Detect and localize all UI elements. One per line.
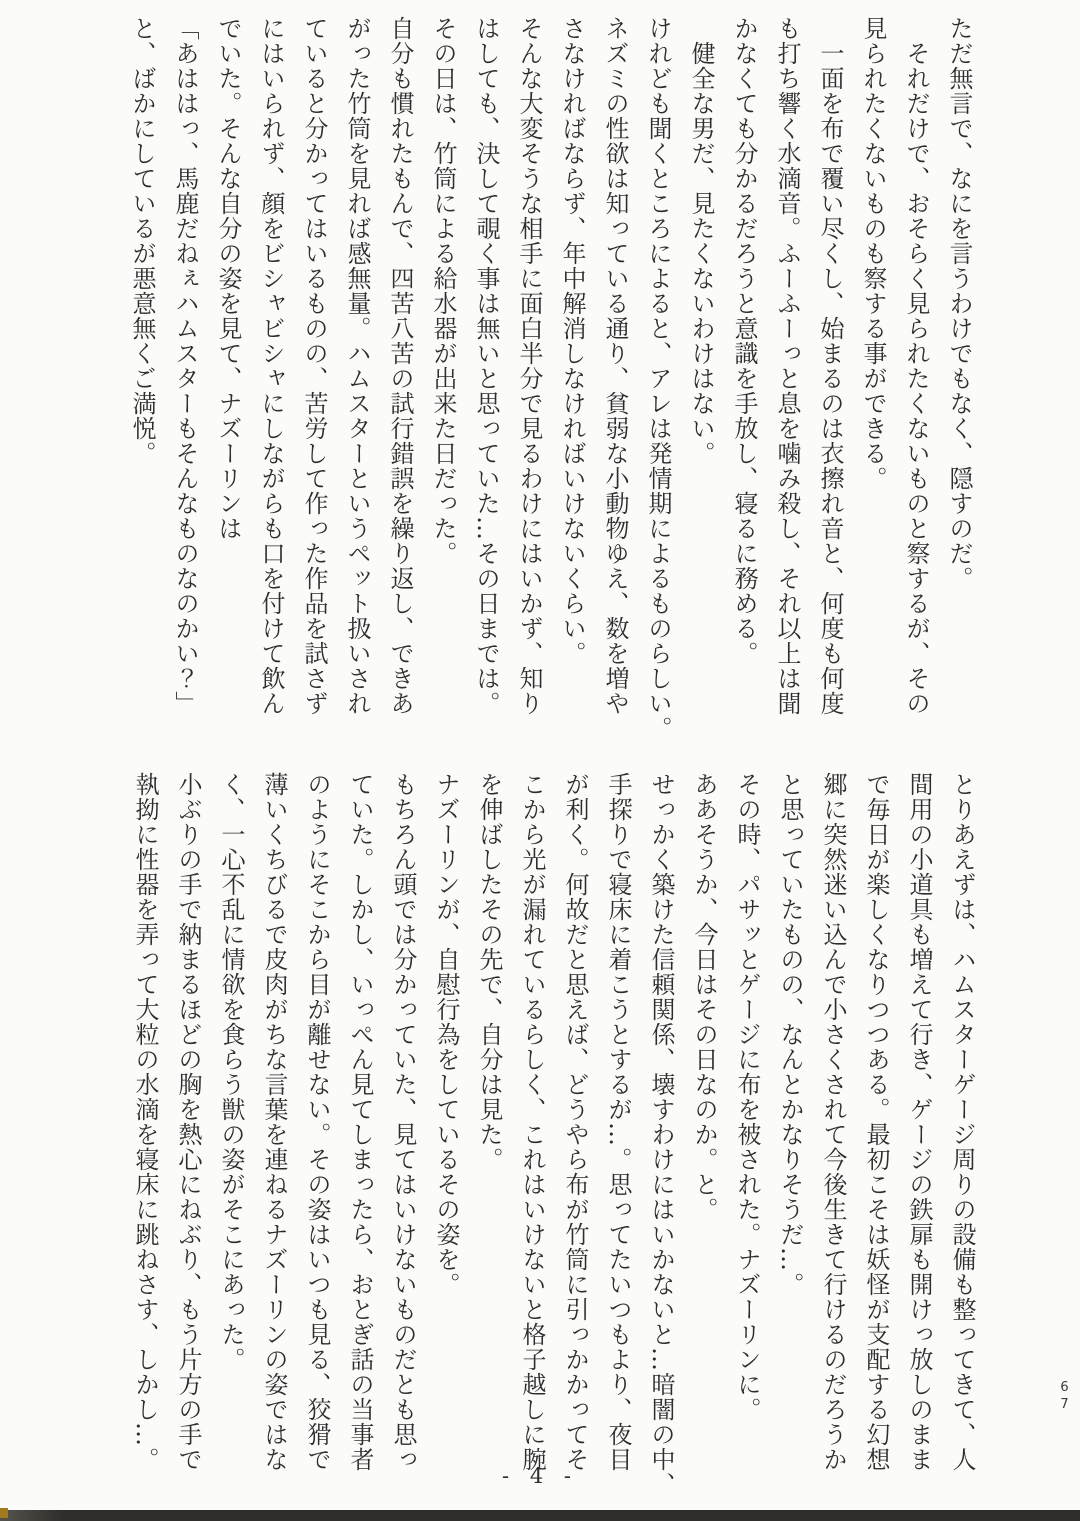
text-column: 自分も慣れたもんで、四苦八苦の試行錯誤を繰り返し、できあ — [386, 16, 414, 716]
text-column: こから光が漏れているらしく、これはいけないと格子越しに腕 — [518, 772, 546, 1472]
text-column: 手探りで寝床に着こうとするが…。思ってたいつもより、夜目 — [604, 772, 632, 1472]
text-column: を伸ばしたその先で、自分は見た。 — [475, 772, 503, 1172]
text-column: にはいられず、顔をビシャビシャにしながらも口を付けて飲ん — [257, 16, 285, 716]
text-column: 見られたくないものも察する事ができる。 — [859, 16, 887, 491]
text-column: ああそうか、今日はその日なのか。と。 — [690, 772, 718, 1222]
text-column: もちろん頭では分かっていた、見てはいけないものだとも思っ — [389, 772, 417, 1472]
text-column: 間用の小道具も増えて行き、ゲージの鉄扉も開けっ放しのまま — [905, 772, 933, 1472]
text-column: とりあえずは、ハムスターゲージ周りの設備も整ってきて、人 — [948, 772, 976, 1472]
text-column: ナズーリンが、自慰行為をしているその姿を。 — [432, 772, 460, 1297]
text-column: 執拗に性器を弄って大粒の水滴を寝床に跳ねさす、しかし…。 — [131, 772, 159, 1472]
text-column: それだけで、おそらく見られたくないものと察するが、その — [902, 16, 930, 716]
text-column: さなければならず、年中解消しなければいけないくらい。 — [558, 16, 586, 666]
scan-corner-smudge — [0, 1508, 8, 1518]
folio-number: 67 — [1057, 1380, 1072, 1414]
top-text-block — [120, 16, 980, 764]
text-column: 郷に突然迷い込んで小さくされて今後生きて行けるのだろうか — [819, 772, 847, 1472]
text-column: 健全な男だ、見たくないわけはない。 — [687, 16, 715, 466]
text-column: そんな大変そうな相手に面白半分で見るわけにはいかず、知り — [515, 16, 543, 716]
text-column: がった竹筒を見れば感無量。ハムスターというペット扱いされ — [343, 16, 371, 716]
text-column: ていた。しかし、いっぺん見てしまったら、おとぎ話の当事者 — [346, 772, 374, 1472]
text-column: かなくても分かるだろうと意識を手放し、寝るに務める。 — [730, 16, 758, 666]
text-column: 一面を布で覆い尽くし、始まるのは衣擦れ音と、何度も何度 — [816, 16, 844, 716]
text-column: せっかく築けた信頼関係、壊すわけにはいかないと…暗闇の中、 — [647, 772, 675, 1497]
text-column: でいた。そんな自分の姿を見て、ナズーリンは — [214, 16, 242, 541]
text-column: 薄いくちびるで皮肉がちな言葉を連ねるナズーリンの姿ではな — [260, 772, 288, 1472]
text-column: く、一心不乱に情欲を食らう獣の姿がそこにあった。 — [217, 772, 245, 1372]
text-column: が利く。何故だと思えば、どうやら布が竹筒に引っかかってそ — [561, 772, 589, 1472]
text-column: 「あははっ、馬鹿だねぇハムスターもそんなものなのかい？」 — [171, 16, 199, 716]
bottom-text-block — [123, 772, 983, 1520]
text-column: で毎日が楽しくなりつつある。最初こそは妖怪が支配する幻想 — [862, 772, 890, 1472]
text-column: も打ち響く水滴音。ふーふーっと息を噛み殺し、それ以上は聞 — [773, 16, 801, 716]
text-column: ただ無言で、なにを言うわけでもなく、隠すのだ。 — [945, 16, 973, 591]
text-column: ていると分かってはいるものの、苦労して作った作品を試さず — [300, 16, 328, 716]
text-column: と、ばかにしているが悪意無くご満悦。 — [128, 16, 156, 466]
text-column: のようにそこから目が離せない。その姿はいつも見る、狡猾で — [303, 772, 331, 1472]
page-bottom-edge-bar — [0, 1510, 1080, 1521]
text-column: けれども聞くところによると、アレは発情期によるものらしい。 — [644, 16, 672, 741]
text-column: 小ぶりの手で納まるほどの胸を熱心にねぶり、もう片方の手で — [174, 772, 202, 1472]
text-column: はしても、決して覗く事は無いと思っていた…その日までは。 — [472, 16, 500, 716]
text-column: その日は、竹筒による給水器が出来た日だった。 — [429, 16, 457, 566]
page-number: - 4 - — [502, 1464, 578, 1488]
text-column: ネズミの性欲は知っている通り、貧弱な小動物ゆえ、数を増や — [601, 16, 629, 716]
text-column: その時、パサッとゲージに布を被された。ナズーリンに。 — [733, 772, 761, 1422]
text-column: と思っていたものの、なんとかなりそうだ…。 — [776, 772, 804, 1297]
